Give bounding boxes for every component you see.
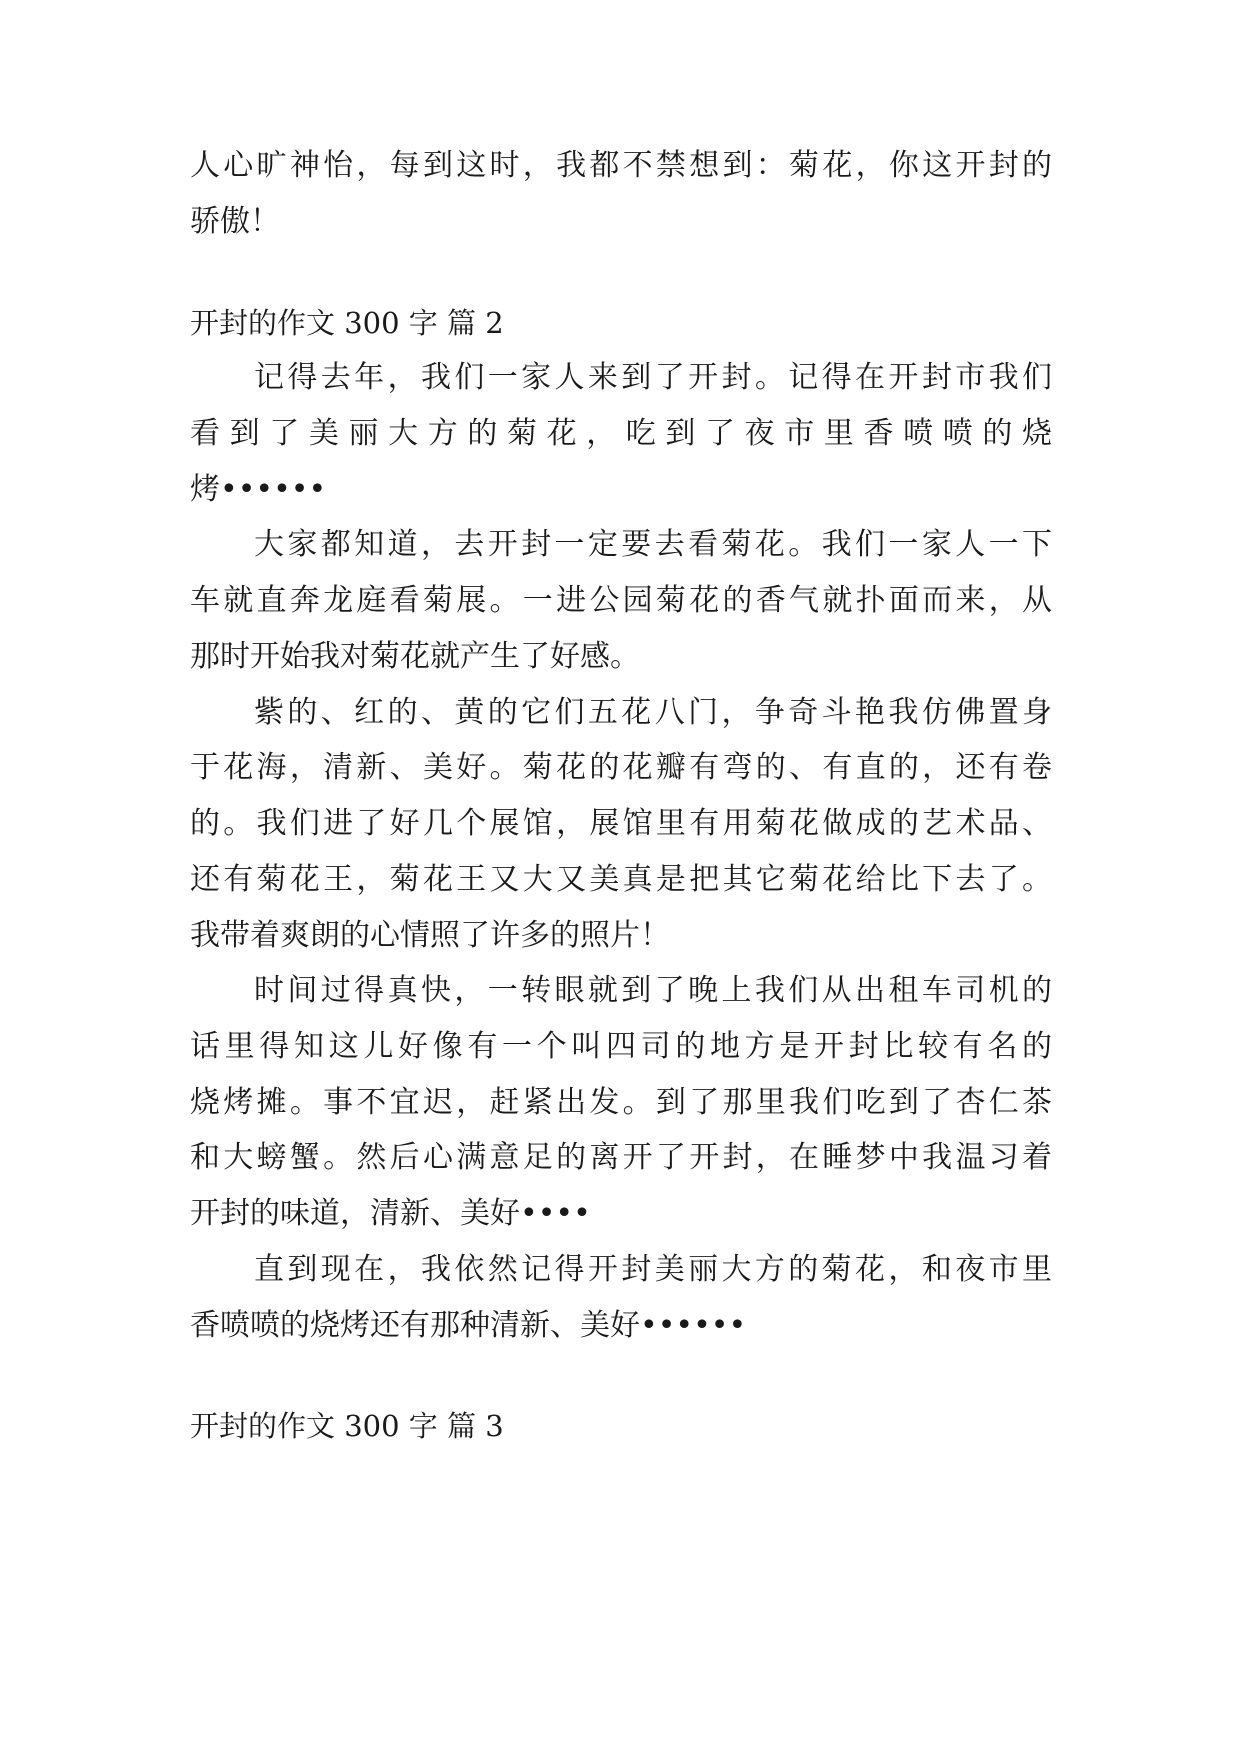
- paragraph-1-line-3: 烤••••••: [190, 472, 327, 507]
- intro-line-2: 骄傲！: [190, 204, 280, 239]
- paragraph-5-line-2: 香喷喷的烧烤还有那种清新、美好••••••: [190, 1308, 747, 1343]
- paragraph-4-line-2: 话里得知这儿好像有一个叫四司的地方是开封比较有名的: [190, 1029, 1052, 1064]
- paragraph-4-line-4: 和大螃蟹。然后心满意足的离开了开封，在睡梦中我温习着: [190, 1140, 1052, 1175]
- paragraph-3-line-4: 还有菊花王，菊花王又大又美真是把其它菊花给比下去了。: [190, 862, 1052, 897]
- section-heading-3: 开封的作文 300 字 篇 3: [190, 1409, 504, 1443]
- paragraph-4-line-5: 开封的味道，清新、美好••••: [190, 1196, 591, 1231]
- paragraph-4-line-3: 烧烤摊。事不宜迟，赶紧出发。到了那里我们吃到了杏仁茶: [190, 1085, 1052, 1120]
- paragraph-4-line-1: 时间过得真快，一转眼就到了晚上我们从出租车司机的: [254, 973, 1052, 1008]
- paragraph-1-line-2: 看到了美丽大方的菊花，吃到了夜市里香喷喷的烧: [190, 416, 1052, 451]
- paragraph-3-line-5: 我带着爽朗的心情照了许多的照片！: [190, 918, 670, 953]
- paragraph-1-line-1: 记得去年，我们一家人来到了开封。记得在开封市我们: [254, 360, 1052, 395]
- paragraph-3-line-3: 的。我们进了好几个展馆，展馆里有用菊花做成的艺术品、: [190, 806, 1052, 841]
- paragraph-3-line-1: 紫的、红的、黄的它们五花八门，争奇斗艳我仿佛置身: [254, 695, 1052, 730]
- paragraph-2-line-2: 车就直奔龙庭看菊展。一进公园菊花的香气就扑面而来，从: [190, 583, 1052, 618]
- intro-line-1: 人心旷神怡，每到这时，我都不禁想到：菊花，你这开封的: [190, 148, 1052, 183]
- paragraph-2-line-1: 大家都知道，去开封一定要去看菊花。我们一家人一下: [254, 527, 1052, 562]
- paragraph-2-line-3: 那时开始我对菊花就产生了好感。: [190, 639, 640, 674]
- section-heading-2: 开封的作文 300 字 篇 2: [190, 306, 504, 340]
- paragraph-3-line-2: 于花海，清新、美好。菊花的花瓣有弯的、有直的，还有卷: [190, 750, 1052, 785]
- paragraph-5-line-1: 直到现在，我依然记得开封美丽大方的菊花，和夜市里: [254, 1252, 1052, 1287]
